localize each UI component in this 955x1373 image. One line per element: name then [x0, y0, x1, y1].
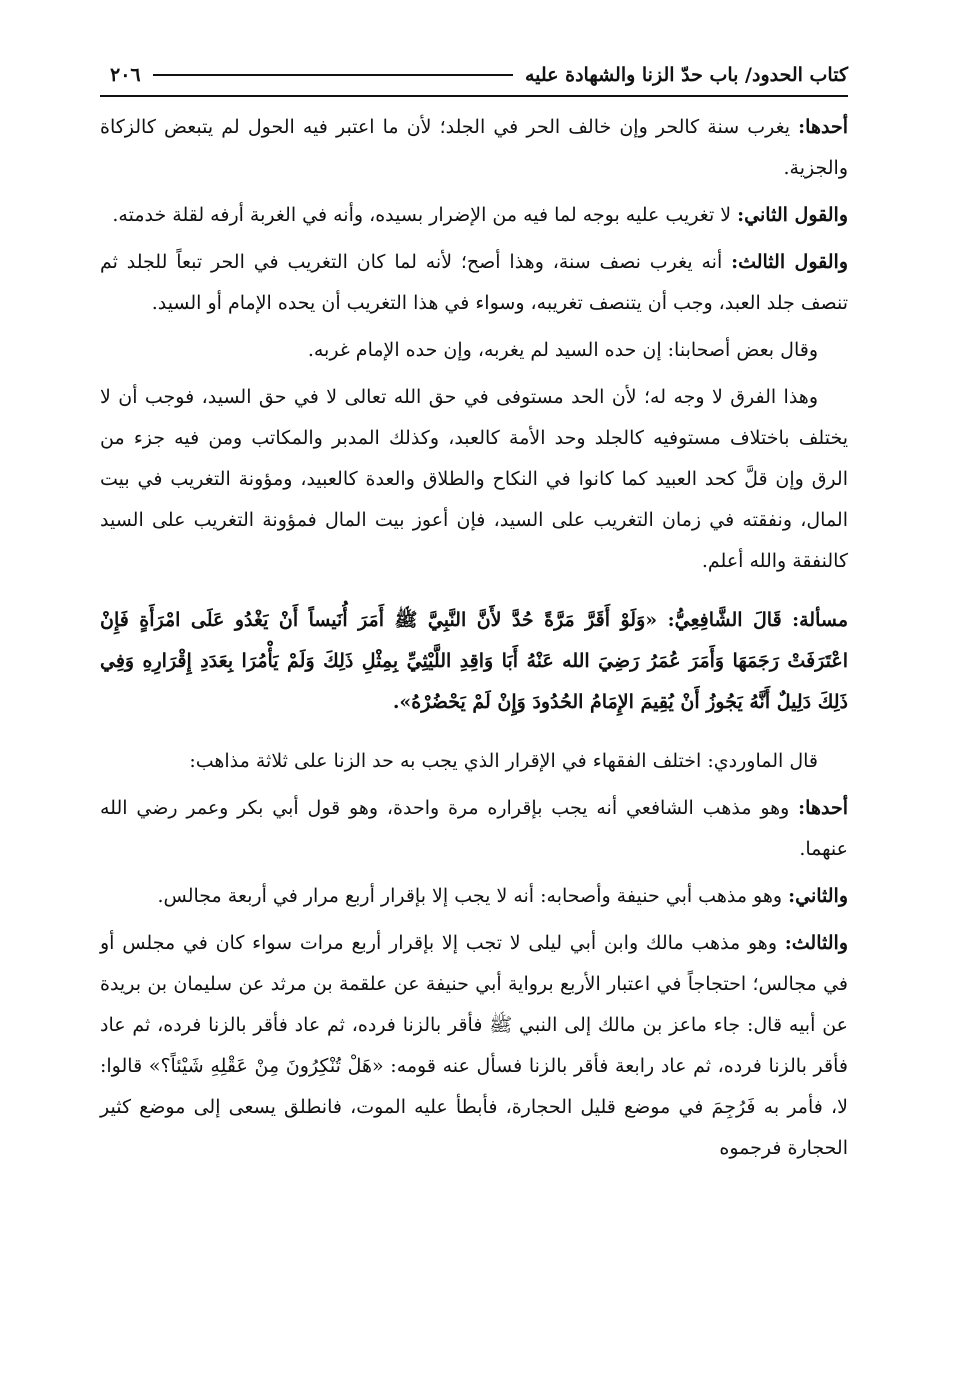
paragraph-lead: والقول الثاني:: [737, 204, 848, 226]
paragraph: [100, 741, 848, 782]
document-page: [100, 55, 848, 1175]
paragraph-text: يغرب سنة كالحر وإن خالف الحر في الجلد؛ لأن ما اعتبر فيه الحول لم يتبعض كالزكاة والجزية.: [100, 116, 848, 179]
paragraph-text: لا تغريب عليه بوجه لما فيه من الإضرار بسيده، وأنه في الغربة أرفه لقلة خدمته.: [112, 204, 738, 226]
paragraph: [100, 923, 848, 1169]
paragraph-text: وقال بعض أصحابنا: إن حده السيد لم يغربه، وإن حده الإمام غربه.: [307, 339, 818, 361]
paragraph: [100, 242, 848, 324]
paragraph-text: وهو مذهب الشافعي أنه يجب بإقراره مرة واحدة، وهو قول أبي بكر وعمر رضي الله عنهما.: [100, 797, 848, 860]
paragraph-text: وهو مذهب أبي حنيفة وأصحابه: أنه لا يجب إلا بإقرار أربع مرار في أربعة مجالس.: [157, 885, 789, 907]
paragraph-lead: والقول الثالث:: [731, 251, 849, 273]
paragraph-lead: والثاني:: [788, 885, 848, 907]
page-header: [100, 55, 848, 97]
paragraph: [100, 876, 848, 917]
paragraph-text: أنه يغرب نصف سنة، وهذا أصح؛ لأنه لما كان التغريب في الحر تبعاً للجلد ثم تنصف جلد العبد، وجب أن يتنصف تغريبه، وسواء في هذا التغريب أن يحده الإمام أو السيد.: [100, 251, 848, 314]
hadith-text: «وَلَوْ أَقَرَّ مَرَّةً حُدَّ لأَنَّ النَّبِيَّ ﷺ أَمَرَ أُنَيساً أَنْ يَغْدُو عَلَى امْرَأَةٍ فَإِنْ اعْتَرَفَتْ رَجَمَهَا وَأَمَرَ عُمَرُ رَضِيَ الله عَنْهُ أَبَا وَاقِدِ اللَّيْثِيِّ بِمِثْلِ ذَلِكَ وَلَمْ يَأْمُرَا بِعَدَدِ إِقْرَارِهِ وَفِي ذَلِكَ دَلِيلٌ أَنَّهُ يَجُوزُ أَنْ يُقِيمَ الإِمَامُ الحُدُودَ وَإِنْ لَمْ يَحْضُرْهُ».: [100, 609, 848, 713]
header-rule: [153, 74, 513, 76]
paragraph-lead: مسألة: قَالَ الشَّافِعِيُّ:: [667, 609, 849, 631]
paragraph-lead: أحدها:: [798, 797, 848, 819]
paragraph: [100, 377, 848, 582]
paragraph-lead: والثالث:: [784, 932, 848, 954]
page-number: ٢٠٦: [110, 64, 141, 86]
body-text: [100, 107, 848, 1169]
paragraph: [100, 107, 848, 189]
paragraph-lead: أحدها:: [798, 116, 848, 138]
running-title: كتاب الحدود/ باب حدّ الزنا والشهادة عليه: [524, 64, 848, 86]
paragraph-text: وهو مذهب مالك وابن أبي ليلى لا تجب إلا بإقرار أربع مرات سواء كان في مجلس أو في مجالس؛ احتجاجاً في اعتبار الأربع برواية أبي حنيفة عن علقمة بن مرثد عن سليمان بن بريدة عن أبيه قال: جاء ماعز بن مالك إلى النبي ﷺ فأقر بالزنا فرده، ثم عاد فأقر بالزنا فرده، ثم عاد فأقر بالزنا فرده، ثم عاد رابعة فأقر بالزنا فسأل عنه قومه: «هَلْ تُنْكِرُونَ مِنْ عَقْلِهِ شَيْئاً؟» قالوا: لا، فأمر به فَرُجِمَ في موضع قليل الحجارة، فأبطأ عليه الموت، فانطلق يسعى إلى موضع كثير الحجارة فرجموه: [100, 932, 848, 1159]
paragraph-text: وهذا الفرق لا وجه له؛ لأن الحد مستوفى في حق الله تعالى لا في حق السيد، فوجب أن لا يختلف باختلاف مستوفيه كالجلد وحد الأمة كالعبد، وكذلك المدبر والمكاتب ومن فيه جزء من الرق وإن قلَّ كحد العبيد كما كانوا في النكاح والطلاق والعدة كالعبيد، ومؤونة التغريب في بيت المال، ونفقته في زمان التغريب على السيد، فإن أعوز بيت المال فمؤونة التغريب على السيد كالنفقة والله أعلم.: [100, 386, 848, 572]
paragraph-text: قال الماوردي: اختلف الفقهاء في الإقرار الذي يجب به حد الزنا على ثلاثة مذاهب:: [189, 750, 818, 772]
paragraph: [100, 195, 848, 236]
paragraph-masala: [100, 600, 848, 723]
paragraph: [100, 330, 848, 371]
paragraph: [100, 788, 848, 870]
